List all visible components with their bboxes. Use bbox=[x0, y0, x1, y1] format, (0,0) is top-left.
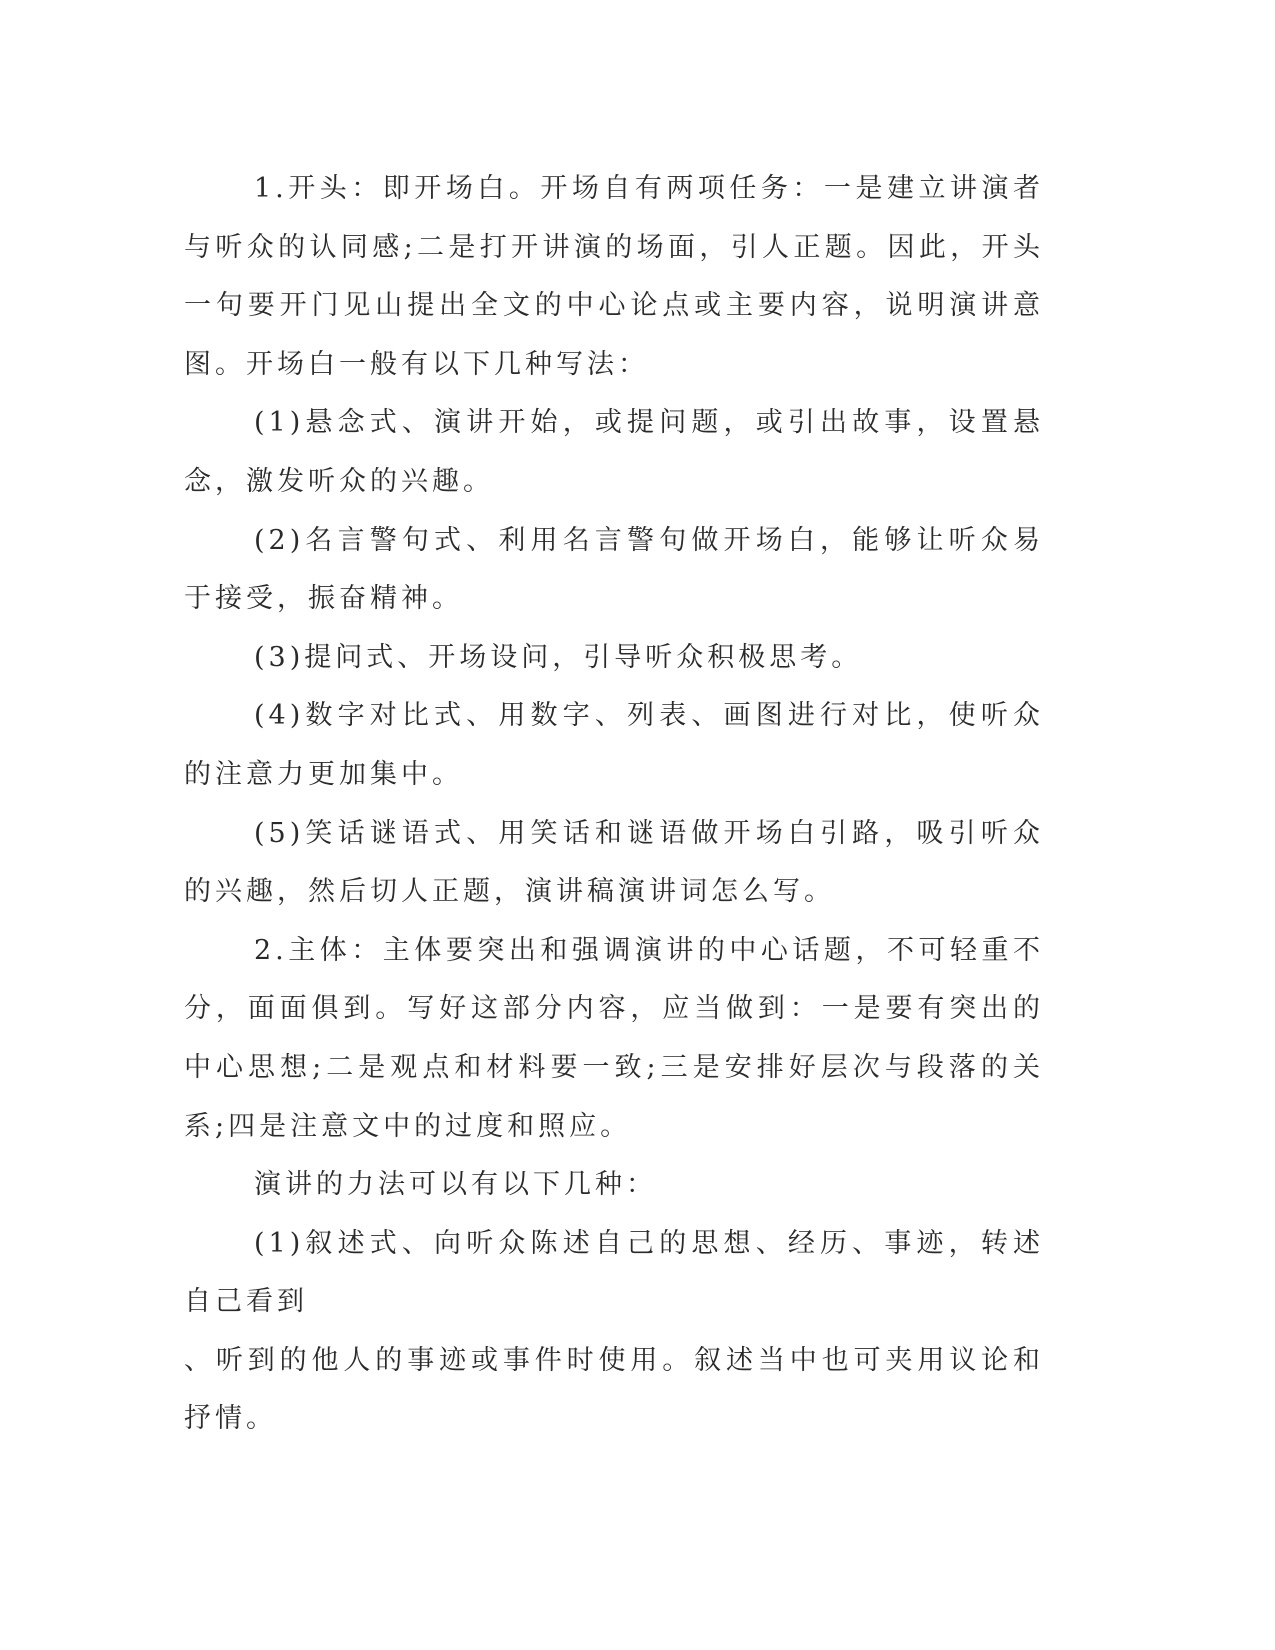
paragraph-narrative: (1)叙述式、向听众陈述自己的思想、经历、事迹，转述自己看到 bbox=[184, 1227, 1044, 1318]
paragraph-suspense: (1)悬念式、演讲开始，或提问题，或引出故事，设置悬念，激发听众的兴趣。 bbox=[184, 407, 1044, 497]
paragraph-question: (3)提问式、开场设问，引导听众积极思考。 bbox=[254, 641, 863, 673]
paragraph-narrative-continued: 、听到的他人的事迹或事件时使用。叙述当中也可夹用议论和抒情。 bbox=[184, 1344, 1044, 1435]
paragraph-joke-riddle: (5)笑话谜语式、用笑话和谜语做开场白引路，吸引听众的兴趣，然后切人正题，演讲稿演讲词怎么写。 bbox=[184, 817, 1044, 908]
paragraph-methods-intro: 演讲的力法可以有以下几种： bbox=[254, 1169, 657, 1201]
paragraph-main-body: 2.主体：主体要突出和强调演讲的中心话题，不可轻重不分，面面俱到。写好这部分内容，应当做到：一是要有突出的中心思想;二是观点和材料要一致;三是安排好层次与段落的关系;四是注意文中的过度和照应。 bbox=[184, 934, 1044, 1142]
paragraph-numeric-comparison: (4)数字对比式、用数字、列表、画图进行对比，使听众的注意力更加集中。 bbox=[184, 700, 1044, 790]
paragraph-quotation: (2)名言警句式、利用名言警句做开场白，能够让听众易于接受，振奋精神。 bbox=[184, 524, 1044, 615]
paragraph-opening: 1.开头：即开场白。开场自有两项任务：一是建立讲演者与听众的认同感;二是打开讲演的场面，引人正题。因此，开头一句要开门见山提出全文的中心论点或主要内容，说明演讲意图。开场白一般有以下几种写法： bbox=[184, 173, 1044, 380]
document-body bbox=[184, 160, 1044, 1449]
